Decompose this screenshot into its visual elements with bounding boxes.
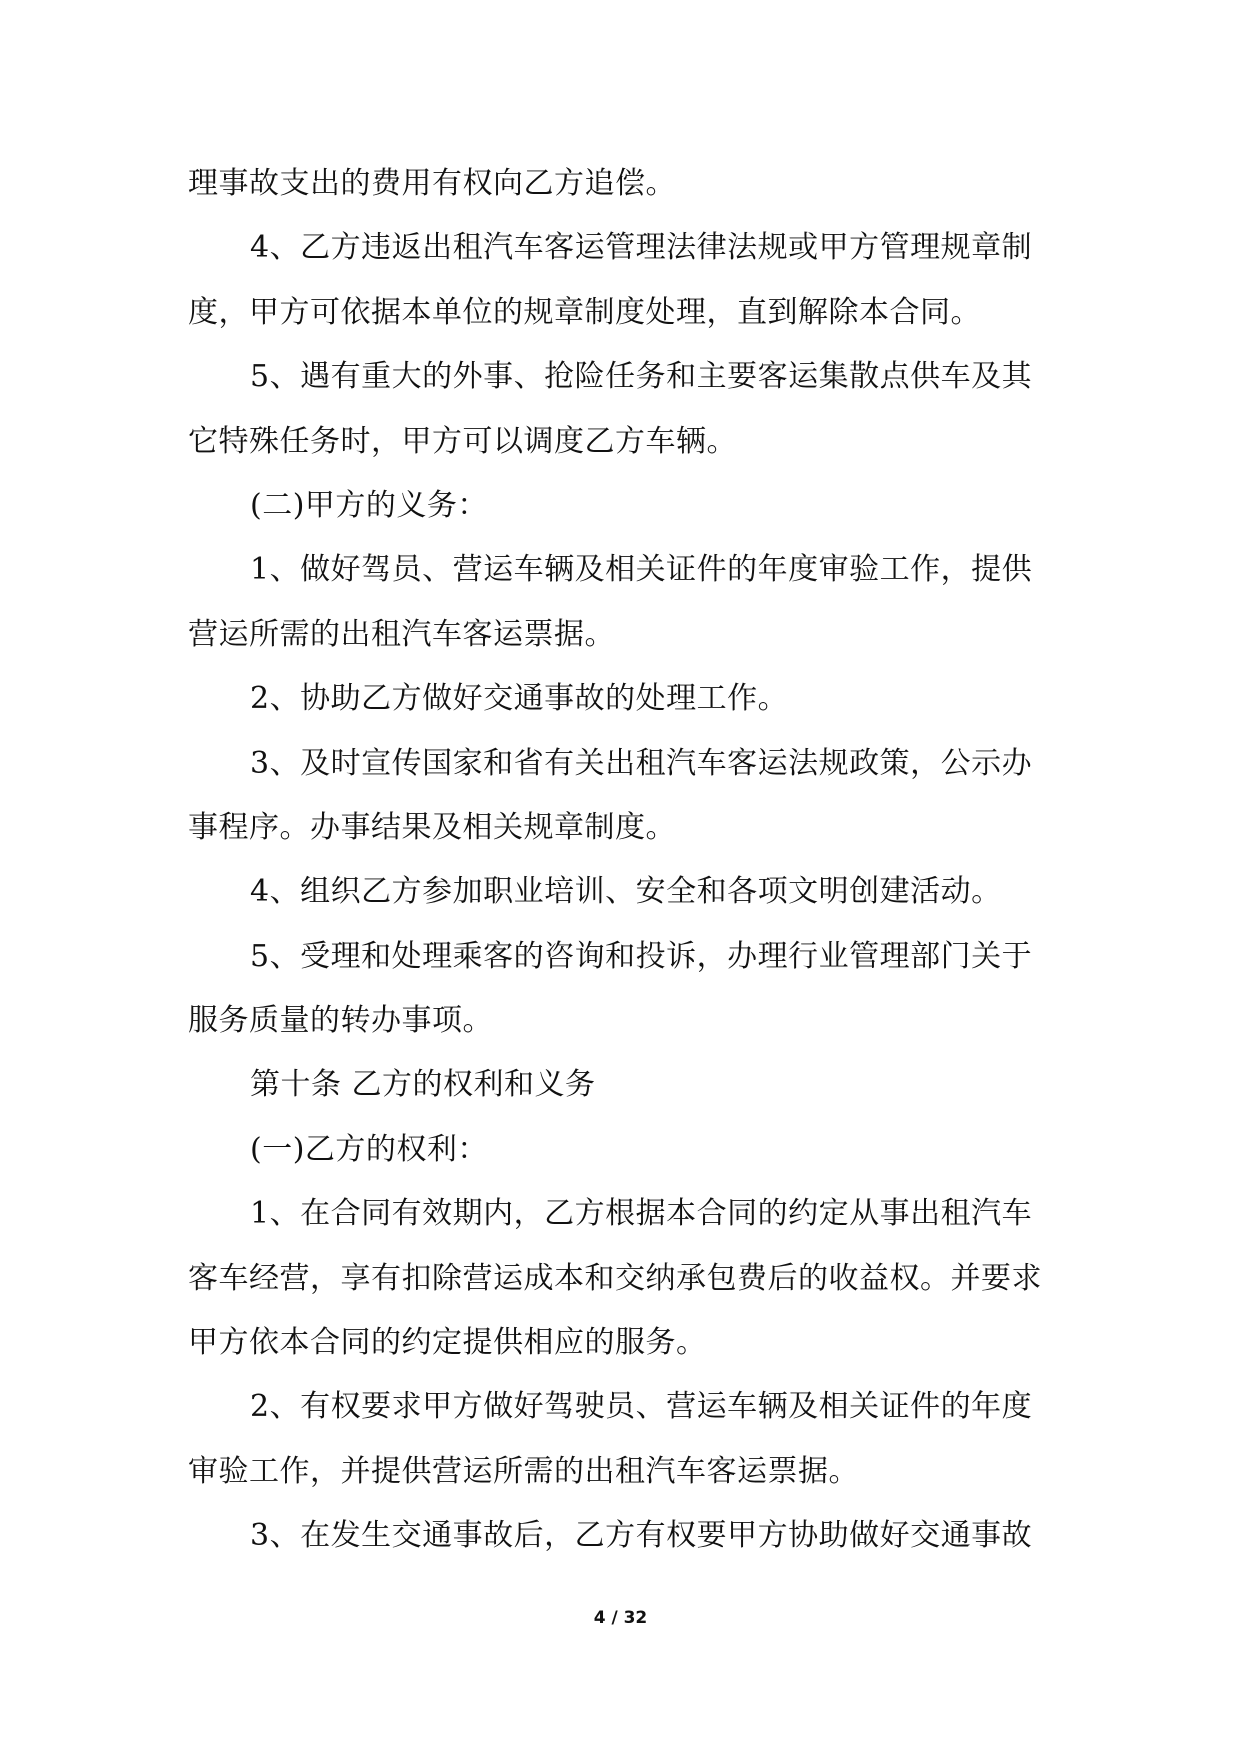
text-line: 甲方依本合同的约定提供相应的服务。 (188, 1325, 707, 1361)
article-heading: 第十条 乙方的权利和义务 (250, 1067, 596, 1103)
text-line: 1、在合同有效期内，乙方根据本合同的约定从事出租汽车 (250, 1196, 1033, 1232)
section-heading: (一)乙方的权利： (250, 1131, 488, 1167)
text-line: 5、遇有重大的外事、抢险任务和主要客运集散点供车及其 (250, 359, 1033, 395)
text-line: 2、有权要求甲方做好驾驶员、营运车辆及相关证件的年度 (250, 1389, 1033, 1425)
text-line: 理事故支出的费用有权向乙方追偿。 (188, 166, 676, 201)
text-line: 3、及时宣传国家和省有关出租汽车客运法规政策，公示办 (250, 745, 1033, 781)
text-line: 4、组织乙方参加职业培训、安全和各项文明创建活动。 (250, 874, 1002, 910)
text-line: 1、做好驾员、营运车辆及相关证件的年度审验工作，提供 (250, 552, 1033, 588)
text-line: 它特殊任务时，甲方可以调度乙方车辆。 (188, 423, 737, 459)
text-line: 客车经营，享有扣除营运成本和交纳承包费后的收益权。并要求 (188, 1260, 1042, 1296)
text-line: 服务质量的转办事项。 (188, 1003, 493, 1039)
text-line: 5、受理和处理乘客的咨询和投诉，办理行业管理部门关于 (250, 938, 1033, 974)
text-line: 事程序。办事结果及相关规章制度。 (188, 809, 676, 845)
page-number: 4 / 32 (593, 1608, 648, 1628)
text-line: 营运所需的出租汽车客运票据。 (188, 616, 615, 652)
text-line: 审验工作，并提供营运所需的出租汽车客运票据。 (188, 1453, 859, 1489)
text-line: 度，甲方可依据本单位的规章制度处理，直到解除本合同。 (188, 294, 981, 330)
text-line: 3、在发生交通事故后，乙方有权要甲方协助做好交通事故 (250, 1518, 1033, 1554)
section-heading: (二)甲方的义务： (250, 487, 488, 523)
text-line: 4、乙方违返出租汽车客运管理法律法规或甲方管理规章制 (250, 230, 1033, 266)
document-body (188, 152, 1056, 1569)
text-line: 2、协助乙方做好交通事故的处理工作。 (250, 681, 789, 717)
